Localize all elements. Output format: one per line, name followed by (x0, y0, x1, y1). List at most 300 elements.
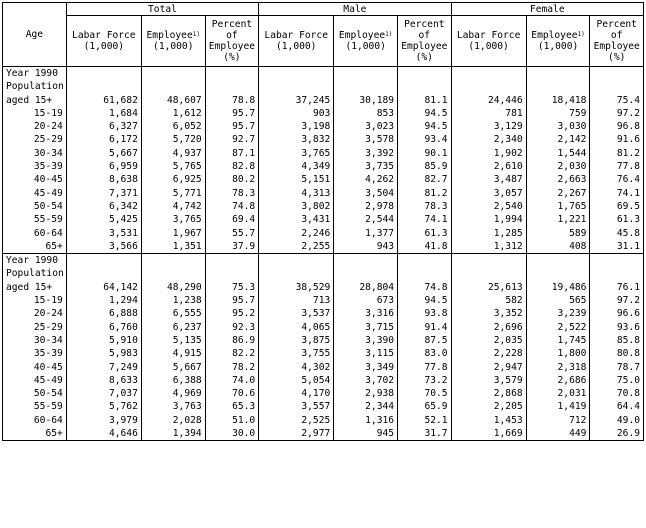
age-group-cell: aged 15+ (3, 94, 67, 107)
section-year-row (3, 254, 644, 268)
empty-cell (590, 254, 644, 268)
unit-label: (1,000) (345, 41, 386, 52)
percent-cell: 83.0 (398, 347, 452, 360)
labor-force-cell: 5,762 (66, 400, 141, 413)
percent-cell: 92.7 (205, 133, 259, 146)
empty-cell (451, 80, 526, 93)
labor-force-cell: 3,979 (66, 414, 141, 427)
table-row (3, 414, 644, 427)
labor-force-cell: 7,371 (66, 187, 141, 200)
employee-cell: 4,969 (141, 387, 205, 400)
percent-cell: 95.7 (205, 294, 259, 307)
employee-cell: 408 (526, 240, 590, 254)
empty-cell (526, 80, 590, 93)
percent-header-total (205, 16, 259, 67)
employee-cell: 48,607 (141, 94, 205, 107)
labor-force-cell: 7,249 (66, 361, 141, 374)
percent-cell: 92.3 (205, 321, 259, 334)
age-group-cell: 60-64 (3, 227, 67, 240)
percent-cell: 75.0 (590, 374, 644, 387)
labor-force-cell: 781 (451, 107, 526, 120)
percent-cell: 78.3 (398, 200, 452, 213)
employee-cell: 5,720 (141, 133, 205, 146)
labor-force-cell: 6,760 (66, 321, 141, 334)
table-body (3, 67, 644, 441)
table-row (3, 200, 644, 213)
empty-cell (66, 80, 141, 93)
employee-cell: 2,686 (526, 374, 590, 387)
age-group-cell: 30-34 (3, 334, 67, 347)
labor-force-cell: 1,902 (451, 147, 526, 160)
labor-force-cell: 2,525 (259, 414, 334, 427)
employee-cell: 3,735 (334, 160, 398, 173)
empty-cell (334, 254, 398, 268)
employee-cell: 30,189 (334, 94, 398, 107)
percent-cell: 37.9 (205, 240, 259, 254)
pct-label-1: Percent (596, 19, 637, 30)
pct-label-3: Employee (401, 41, 448, 52)
labor-force-cell: 2,228 (451, 347, 526, 360)
age-group-cell: 25-29 (3, 321, 67, 334)
employee-cell: 1,612 (141, 107, 205, 120)
labor-force-cell: 5,983 (66, 347, 141, 360)
empty-cell (398, 254, 452, 268)
section-population-row (3, 80, 644, 93)
employee-cell: 673 (334, 294, 398, 307)
labor-force-label: Labar Force (72, 30, 136, 41)
percent-cell: 81.1 (398, 94, 452, 107)
section-year-label: Year 1990 (3, 67, 67, 81)
percent-cell: 65.9 (398, 400, 452, 413)
labor-force-cell: 3,198 (259, 120, 334, 133)
employee-cell: 48,290 (141, 281, 205, 294)
employee-cell: 1,745 (526, 334, 590, 347)
percent-cell: 82.7 (398, 173, 452, 186)
labor-force-cell: 6,888 (66, 307, 141, 320)
age-group-cell: 30-34 (3, 147, 67, 160)
employee-cell: 2,978 (334, 200, 398, 213)
percent-cell: 94.5 (398, 107, 452, 120)
table-row (3, 294, 644, 307)
labor-force-cell: 24,446 (451, 94, 526, 107)
labor-force-cell: 4,302 (259, 361, 334, 374)
labor-force-cell: 38,529 (259, 281, 334, 294)
labor-force-label: Labar Force (456, 30, 521, 41)
labor-force-cell: 2,540 (451, 200, 526, 213)
labor-force-cell: 2,205 (451, 400, 526, 413)
employee-cell: 1,544 (526, 147, 590, 160)
labor-force-cell: 8,633 (66, 374, 141, 387)
age-group-cell: aged 15+ (3, 281, 67, 294)
percent-cell: 94.5 (398, 120, 452, 133)
employee-cell: 4,937 (141, 147, 205, 160)
labor-force-cell: 4,065 (259, 321, 334, 334)
unit-label: (1,000) (83, 41, 125, 52)
percent-cell: 82.2 (205, 347, 259, 360)
age-group-cell: 65+ (3, 427, 67, 441)
employee-cell: 3,023 (334, 120, 398, 133)
employee-cell: 5,771 (141, 187, 205, 200)
empty-cell (259, 254, 334, 268)
labor-force-cell: 2,255 (259, 240, 334, 254)
employee-cell: 712 (526, 414, 590, 427)
footnote-marker: 1) (577, 31, 585, 38)
employee-cell: 4,915 (141, 347, 205, 360)
age-group-cell: 40-45 (3, 173, 67, 186)
labor-force-cell: 2,035 (451, 334, 526, 347)
table-row (3, 94, 644, 107)
table-row (3, 387, 644, 400)
percent-cell: 61.3 (590, 213, 644, 226)
employee-cell: 6,925 (141, 173, 205, 186)
employee-cell: 1,765 (526, 200, 590, 213)
employee-cell: 3,390 (334, 334, 398, 347)
labor-force-cell: 713 (259, 294, 334, 307)
empty-cell (205, 67, 259, 81)
percent-cell: 70.6 (205, 387, 259, 400)
table-row (3, 173, 644, 186)
employee-cell: 3,763 (141, 400, 205, 413)
labor-force-cell: 4,313 (259, 187, 334, 200)
percent-cell: 90.1 (398, 147, 452, 160)
table-row (3, 427, 644, 441)
employee-cell: 3,504 (334, 187, 398, 200)
labor-force-cell: 5,151 (259, 173, 334, 186)
table-row (3, 147, 644, 160)
employee-cell: 2,938 (334, 387, 398, 400)
percent-cell: 80.2 (205, 173, 259, 186)
percent-cell: 96.6 (590, 307, 644, 320)
labor-force-cell: 5,054 (259, 374, 334, 387)
age-group-cell: 35-39 (3, 160, 67, 173)
employee-cell: 1,351 (141, 240, 205, 254)
empty-cell (141, 67, 205, 81)
percent-cell: 95.7 (205, 107, 259, 120)
labor-force-cell: 5,425 (66, 213, 141, 226)
labor-force-header-total (66, 16, 141, 67)
percent-cell: 78.2 (205, 361, 259, 374)
employee-cell: 2,028 (141, 414, 205, 427)
labor-force-cell: 37,245 (259, 94, 334, 107)
empty-cell (590, 67, 644, 81)
labor-force-cell: 2,340 (451, 133, 526, 146)
employee-cell: 2,030 (526, 160, 590, 173)
percent-cell: 52.1 (398, 414, 452, 427)
employee-cell: 6,052 (141, 120, 205, 133)
unit-label: (1,000) (537, 41, 579, 52)
labor-force-cell: 4,349 (259, 160, 334, 173)
percent-cell: 51.0 (205, 414, 259, 427)
empty-cell (334, 80, 398, 93)
age-group-cell: 20-24 (3, 120, 67, 133)
employee-cell: 3,578 (334, 133, 398, 146)
percent-cell: 31.7 (398, 427, 452, 441)
employee-cell: 2,142 (526, 133, 590, 146)
percent-cell: 91.6 (590, 133, 644, 146)
unit-label: (1,000) (468, 41, 509, 52)
table-row (3, 374, 644, 387)
empty-cell (451, 267, 526, 280)
percent-cell: 55.7 (205, 227, 259, 240)
percent-cell: 73.2 (398, 374, 452, 387)
labor-force-cell: 3,755 (259, 347, 334, 360)
pct-label-4: (%) (415, 52, 433, 63)
empty-cell (259, 80, 334, 93)
table-row (3, 107, 644, 120)
labor-force-cell: 2,868 (451, 387, 526, 400)
table-row (3, 187, 644, 200)
labor-force-cell: 3,129 (451, 120, 526, 133)
employee-cell: 3,392 (334, 147, 398, 160)
table-row (3, 281, 644, 294)
percent-cell: 78.7 (590, 361, 644, 374)
empty-cell (451, 254, 526, 268)
labor-force-cell: 61,682 (66, 94, 141, 107)
labor-force-cell: 2,246 (259, 227, 334, 240)
employee-cell: 449 (526, 427, 590, 441)
pct-label-2: of (418, 30, 431, 41)
labor-force-cell: 6,172 (66, 133, 141, 146)
unit-label: (1,000) (276, 41, 317, 52)
empty-cell (398, 267, 452, 280)
labor-force-cell: 3,832 (259, 133, 334, 146)
percent-cell: 81.2 (398, 187, 452, 200)
percent-cell: 81.2 (590, 147, 644, 160)
employee-header-female (526, 16, 590, 67)
empty-cell (205, 254, 259, 268)
employee-cell: 2,663 (526, 173, 590, 186)
age-group-cell: 20-24 (3, 307, 67, 320)
employee-cell: 3,030 (526, 120, 590, 133)
employee-cell: 6,555 (141, 307, 205, 320)
table-row (3, 213, 644, 226)
unit-label: (1,000) (153, 41, 194, 52)
pct-label-3: Employee (208, 41, 256, 52)
employee-cell: 4,262 (334, 173, 398, 186)
employee-cell: 853 (334, 107, 398, 120)
employee-label: Employee (531, 30, 578, 41)
employee-cell: 3,115 (334, 347, 398, 360)
age-group-cell: 15-19 (3, 107, 67, 120)
group-header-total: Total (66, 3, 258, 16)
pct-label-3: Employee (593, 41, 640, 52)
table-row (3, 307, 644, 320)
percent-cell: 70.5 (398, 387, 452, 400)
table-row (3, 400, 644, 413)
empty-cell (590, 80, 644, 93)
percent-cell: 45.8 (590, 227, 644, 240)
empty-cell (66, 267, 141, 280)
percent-cell: 93.4 (398, 133, 452, 146)
labor-force-cell: 3,765 (259, 147, 334, 160)
employee-label: Employee (338, 30, 386, 41)
labor-force-label: Labar Force (264, 30, 328, 41)
labor-force-cell: 3,352 (451, 307, 526, 320)
empty-cell (398, 67, 452, 81)
age-group-cell: 55-59 (3, 213, 67, 226)
employee-cell: 1,419 (526, 400, 590, 413)
percent-cell: 49.0 (590, 414, 644, 427)
percent-cell: 74.1 (590, 187, 644, 200)
section-year-label: Year 1990 (3, 254, 67, 268)
age-group-cell: 35-39 (3, 347, 67, 360)
labor-force-cell: 4,170 (259, 387, 334, 400)
employee-cell: 3,239 (526, 307, 590, 320)
labor-force-cell: 3,531 (66, 227, 141, 240)
table-row (3, 361, 644, 374)
empty-cell (526, 267, 590, 280)
footnote-marker: 1) (385, 31, 393, 38)
labor-force-cell: 3,566 (66, 240, 141, 254)
employee-cell: 6,237 (141, 321, 205, 334)
percent-cell: 61.3 (398, 227, 452, 240)
table-row (3, 347, 644, 360)
age-header: Age (3, 3, 67, 67)
labor-force-cell: 2,977 (259, 427, 334, 441)
empty-cell (141, 254, 205, 268)
percent-cell: 74.1 (398, 213, 452, 226)
labor-force-cell: 1,294 (66, 294, 141, 307)
employee-cell: 1,800 (526, 347, 590, 360)
table-row (3, 334, 644, 347)
pct-label-1: Percent (211, 19, 253, 30)
percent-cell: 69.5 (590, 200, 644, 213)
age-group-cell: 60-64 (3, 414, 67, 427)
pct-label-4: (%) (608, 52, 626, 63)
group-header-male: Male (259, 3, 451, 16)
percent-cell: 74.0 (205, 374, 259, 387)
percent-cell: 30.0 (205, 427, 259, 441)
labor-force-cell: 3,057 (451, 187, 526, 200)
empty-cell (66, 254, 141, 268)
age-group-cell: 65+ (3, 240, 67, 254)
labor-force-cell: 25,613 (451, 281, 526, 294)
employee-cell: 2,544 (334, 213, 398, 226)
percent-cell: 85.8 (590, 334, 644, 347)
empty-cell (205, 80, 259, 93)
empty-cell (259, 67, 334, 81)
percent-cell: 64.4 (590, 400, 644, 413)
percent-cell: 95.7 (205, 120, 259, 133)
employee-cell: 4,742 (141, 200, 205, 213)
percent-cell: 78.3 (205, 187, 259, 200)
labor-force-cell: 1,994 (451, 213, 526, 226)
employee-cell: 2,031 (526, 387, 590, 400)
percent-cell: 74.8 (205, 200, 259, 213)
labor-force-cell: 1,669 (451, 427, 526, 441)
employee-cell: 2,318 (526, 361, 590, 374)
labor-force-cell: 3,431 (259, 213, 334, 226)
employee-cell: 945 (334, 427, 398, 441)
empty-cell (526, 67, 590, 81)
table-row (3, 160, 644, 173)
employee-cell: 1,316 (334, 414, 398, 427)
pct-label-4: (%) (223, 52, 241, 63)
labor-force-cell: 3,802 (259, 200, 334, 213)
labor-force-cell: 6,327 (66, 120, 141, 133)
employee-cell: 1,377 (334, 227, 398, 240)
labor-force-cell: 7,037 (66, 387, 141, 400)
labor-force-cell: 3,487 (451, 173, 526, 186)
labor-force-cell: 3,875 (259, 334, 334, 347)
percent-cell: 87.1 (205, 147, 259, 160)
percent-cell: 69.4 (205, 213, 259, 226)
labor-force-cell: 3,579 (451, 374, 526, 387)
percent-cell: 76.1 (590, 281, 644, 294)
percent-cell: 74.8 (398, 281, 452, 294)
table-row (3, 227, 644, 240)
labor-force-table (2, 2, 644, 441)
empty-cell (334, 267, 398, 280)
percent-cell: 82.8 (205, 160, 259, 173)
footnote-marker: 1) (192, 31, 200, 38)
labor-force-cell: 5,667 (66, 147, 141, 160)
employee-cell: 19,486 (526, 281, 590, 294)
empty-cell (66, 67, 141, 81)
age-group-cell: 55-59 (3, 400, 67, 413)
empty-cell (334, 67, 398, 81)
labor-force-header-female (451, 16, 526, 67)
section-population-label: Population (3, 80, 67, 93)
employee-cell: 2,267 (526, 187, 590, 200)
table-row (3, 240, 644, 254)
employee-label: Employee (146, 30, 193, 41)
employee-cell: 1,967 (141, 227, 205, 240)
labor-force-cell: 1,285 (451, 227, 526, 240)
percent-cell: 93.8 (398, 307, 452, 320)
employee-cell: 589 (526, 227, 590, 240)
percent-cell: 75.4 (590, 94, 644, 107)
employee-header-male (334, 16, 398, 67)
age-group-cell: 15-19 (3, 294, 67, 307)
percent-cell: 95.2 (205, 307, 259, 320)
percent-cell: 94.5 (398, 294, 452, 307)
labor-force-cell: 5,910 (66, 334, 141, 347)
labor-force-header-male (259, 16, 334, 67)
table-row (3, 321, 644, 334)
pct-label-1: Percent (404, 19, 445, 30)
table-row (3, 133, 644, 146)
labor-force-cell: 1,684 (66, 107, 141, 120)
age-group-cell: 45-49 (3, 187, 67, 200)
empty-cell (259, 267, 334, 280)
empty-cell (205, 267, 259, 280)
labor-force-cell: 3,557 (259, 400, 334, 413)
percent-cell: 96.8 (590, 120, 644, 133)
empty-cell (398, 80, 452, 93)
empty-cell (526, 254, 590, 268)
labor-force-cell: 2,610 (451, 160, 526, 173)
labor-force-cell: 3,537 (259, 307, 334, 320)
employee-header-total (141, 16, 205, 67)
section-year-row (3, 67, 644, 81)
pct-label-2: of (226, 30, 238, 41)
age-group-cell: 40-45 (3, 361, 67, 374)
table-row (3, 120, 644, 133)
age-group-cell: 45-49 (3, 374, 67, 387)
empty-cell (141, 267, 205, 280)
age-group-cell: 50-54 (3, 387, 67, 400)
labor-force-cell: 6,959 (66, 160, 141, 173)
percent-cell: 31.1 (590, 240, 644, 254)
labor-force-cell: 903 (259, 107, 334, 120)
section-population-row (3, 267, 644, 280)
employee-cell: 5,667 (141, 361, 205, 374)
empty-cell (590, 267, 644, 280)
employee-cell: 1,238 (141, 294, 205, 307)
percent-cell: 91.4 (398, 321, 452, 334)
employee-cell: 2,522 (526, 321, 590, 334)
